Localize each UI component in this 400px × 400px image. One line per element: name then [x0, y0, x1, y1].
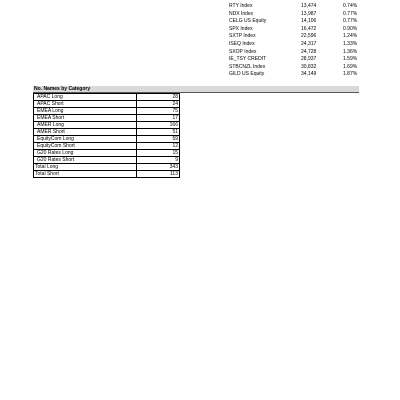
table-row — [34, 157, 180, 164]
total-label: Total Short — [34, 171, 137, 178]
index-row — [229, 18, 363, 26]
category-label: EMEA Short — [34, 115, 137, 122]
index-percent: 1.36% — [343, 48, 358, 55]
index-name: STBCNZL Index — [229, 63, 266, 70]
index-name: IE_TSY CREDIT — [229, 56, 267, 63]
index-percent: 1.24% — [343, 33, 358, 40]
index-exposure-list — [229, 3, 363, 79]
category-count: 24 — [137, 101, 180, 108]
table-row — [34, 150, 180, 157]
table-row — [34, 108, 180, 115]
index-row — [229, 11, 363, 19]
index-row — [229, 26, 363, 34]
index-name: SXTP Index — [229, 33, 256, 40]
category-count: 9 — [137, 157, 180, 164]
index-name: SXOP Index — [229, 48, 257, 55]
total-count: 113 — [137, 171, 180, 178]
index-value: 28,937 — [301, 56, 317, 63]
index-value: 13,987 — [301, 10, 317, 17]
category-count: 17 — [137, 115, 180, 122]
table-row — [34, 115, 180, 122]
index-value: 34,149 — [301, 71, 317, 78]
category-label: AMER Long — [34, 122, 137, 129]
category-section-header — [33, 86, 359, 93]
index-value: 13,474 — [301, 3, 317, 9]
index-name: ISEQ Index — [229, 40, 255, 47]
table-row — [34, 122, 180, 129]
category-label: APAC Short — [34, 101, 137, 108]
total-count: 343 — [137, 164, 180, 171]
index-percent: 0.74% — [343, 3, 358, 9]
category-count: 51 — [137, 129, 180, 136]
category-count: 75 — [137, 108, 180, 115]
category-section-title: No. Names by Category — [34, 86, 91, 92]
total-label: Total Long — [34, 164, 137, 171]
index-name: SPX Index — [229, 25, 253, 32]
total-row — [34, 171, 180, 178]
category-count-table — [33, 93, 180, 178]
index-row — [229, 41, 363, 49]
category-label: G20 Rates Long — [34, 150, 137, 157]
category-count: 15 — [137, 150, 180, 157]
category-label: AMER Short — [34, 129, 137, 136]
index-name: RTY Index — [229, 3, 253, 9]
category-label: APAC Long — [34, 94, 137, 101]
index-percent: 1.33% — [343, 40, 358, 47]
index-value: 16,472 — [301, 25, 317, 32]
index-name: GILD US Equity — [229, 71, 265, 78]
index-value: 22,596 — [301, 33, 317, 40]
category-count: 12 — [137, 143, 180, 150]
index-value: 24,728 — [301, 48, 317, 55]
table-row — [34, 136, 180, 143]
category-label: EMEA Long — [34, 108, 137, 115]
index-percent: 1.69% — [343, 63, 358, 70]
index-row — [229, 71, 363, 79]
index-name: CELG US Equity — [229, 18, 267, 25]
category-label: EquityCom Short — [34, 143, 137, 150]
index-row — [229, 56, 363, 64]
category-label: G20 Rates Short — [34, 157, 137, 164]
total-row — [34, 164, 180, 171]
index-row — [229, 49, 363, 57]
index-percent: 0.77% — [343, 10, 358, 17]
index-row — [229, 64, 363, 72]
category-count: 166 — [137, 122, 180, 129]
index-value: 30,832 — [301, 63, 317, 70]
index-value: 14,106 — [301, 18, 317, 25]
category-label: EquityCom Long — [34, 136, 137, 143]
category-count: 28 — [137, 94, 180, 101]
table-row — [34, 129, 180, 136]
index-name: NDX Index — [229, 10, 254, 17]
table-row — [34, 101, 180, 108]
index-percent: 0.77% — [343, 18, 358, 25]
index-percent: 1.87% — [343, 71, 358, 78]
index-row — [229, 3, 363, 11]
index-percent: 1.59% — [343, 56, 358, 63]
table-row — [34, 94, 180, 101]
category-count: 59 — [137, 136, 180, 143]
index-percent: 0.90% — [343, 25, 358, 32]
index-row — [229, 33, 363, 41]
index-value: 24,317 — [301, 40, 317, 47]
table-row — [34, 143, 180, 150]
